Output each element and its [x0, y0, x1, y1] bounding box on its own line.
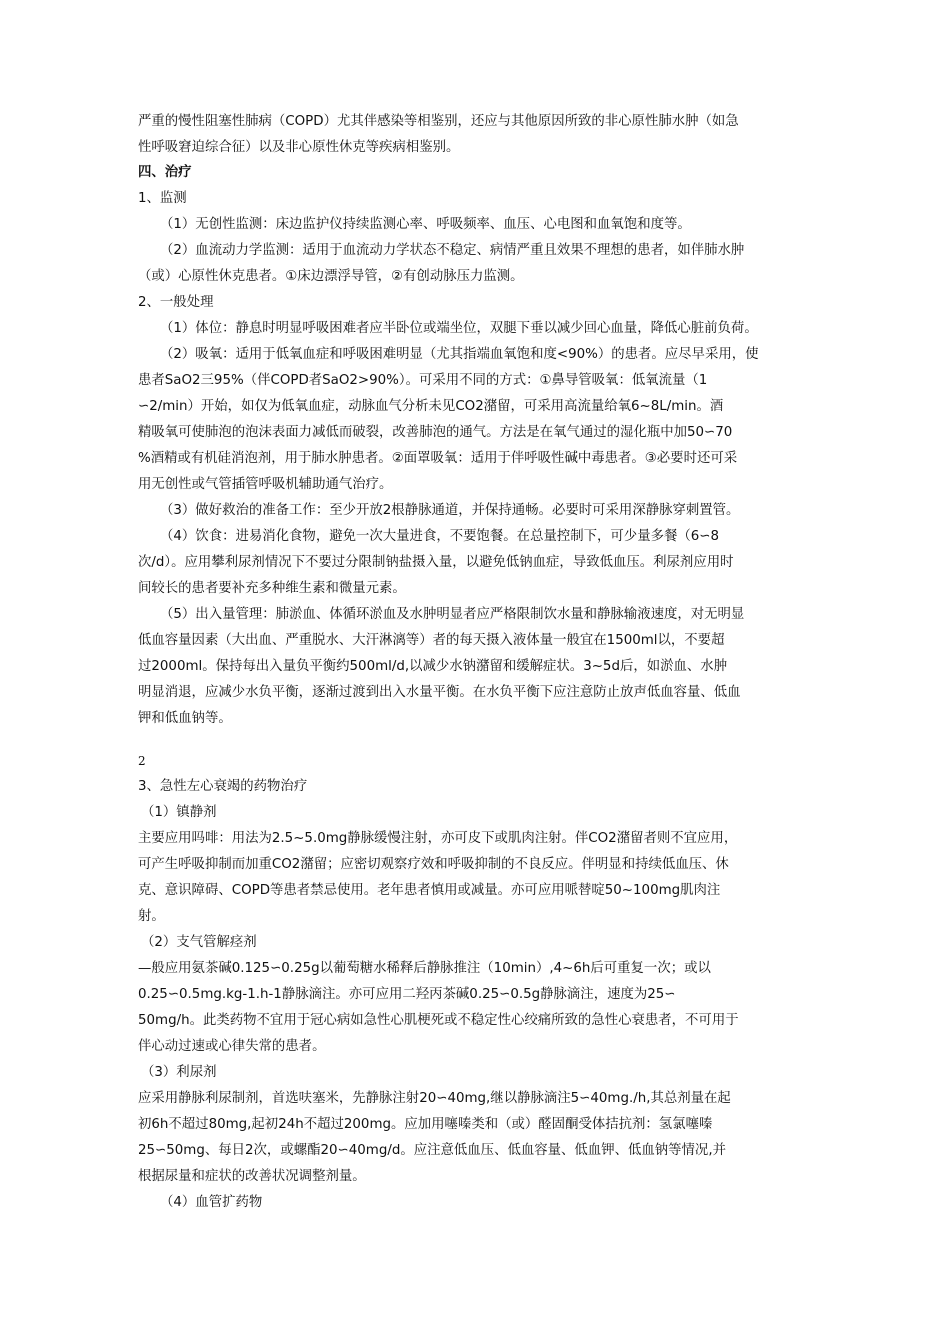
text-line: （3）利尿剂: [141, 1065, 217, 1080]
subheading-monitoring: 1、监测: [138, 191, 187, 206]
text-line: 严重的慢性阻塞性肺病（COPD）尤其伴感染等相鉴别，还应与其他原因所致的非心原性肺水肿（如急: [138, 114, 739, 129]
subheading-general-care: 2、一般处理: [138, 295, 214, 310]
text-line: （4）饮食：进易消化食物，避免一次大量进食，不要饱餐。在总量控制下，可少量多餐（6∽8: [160, 529, 720, 544]
text-line: 明显消退，应减少水负平衡，逐渐过渡到出入水量平衡。在水负平衡下应注意防止放声低血容量、低血: [138, 685, 741, 700]
text-line: 射。: [138, 909, 165, 924]
text-line: （3）做好救治的准备工作：至少开放2根静脉通道，并保持通畅。必要时可采用深静脉穿刺置管。: [160, 503, 740, 518]
text-line: （或）心原性休克患者。①床边漂浮导管，②有创动脉压力监测。: [138, 269, 524, 284]
subheading-drug-therapy: 3、急性左心衰竭的药物治疗: [138, 779, 308, 794]
page-number: 2: [138, 754, 146, 768]
text-line: （1）镇静剂: [141, 805, 217, 820]
text-line: 钾和低血钠等。: [138, 711, 232, 726]
text-line: 间较长的患者要补充多种维生素和微量元素。: [138, 581, 406, 596]
text-line: 主要应用吗啡：用法为2.5~5.0mg静脉缓慢注射，亦可皮下或肌肉注射。伴CO2潴留者则不宜应用，: [138, 831, 738, 846]
text-line: 次/d）。应用攀利尿剂情况下不要过分限制钠盐摄入量，以避免低钠血症，导致低血压。利尿剂应用时: [138, 555, 734, 570]
text-line: 可产生呼吸抑制而加重CO2潴留；应密切观察疗效和呼吸抑制的不良反应。伴明显和持续低血压、休: [138, 857, 729, 872]
text-line: 根据尿量和症状的改善状况调整剂量。: [138, 1169, 366, 1184]
text-line: 应采用静脉利尿制剂，首选呋塞米，先静脉注射20∽40mg,继以静脉滴注5∽40mg./h,其总剂量在起: [138, 1091, 731, 1106]
text-line: 低血容量因素（大出血、严重脱水、大汗淋漓等）者的每天摄入液体量一般宜在1500ml以，不要超: [138, 633, 725, 648]
text-line: 初6h不超过80mg,起初24h不超过200mg。应加用噻嗪类和（或）醛固酮受体拮抗剂：氢氯噻嗪: [138, 1117, 713, 1132]
text-line: 用无创性或气管插管呼吸机辅助通气治疗。: [138, 477, 393, 492]
text-line: 克、意识障碍、COPD等患者禁忌使用。老年患者慎用或减量。亦可应用哌替啶50~100mg肌肉注: [138, 883, 721, 898]
text-line: 精吸氧可使肺泡的泡沫表面力减低而破裂，改善肺泡的通气。方法是在氧气通过的湿化瓶中加50∽70: [138, 425, 733, 440]
text-line: （1）体位：静息时明显呼吸困难者应半卧位或端坐位，双腿下垂以减少回心血量，降低心脏前负荷。: [160, 321, 758, 336]
text-line: （2）血流动力学监测：适用于血流动力学状态不稳定、病情严重且效果不理想的患者，如伴肺水肿: [160, 243, 745, 258]
text-line: （1）无创性监测：床边监护仪持续监测心率、呼吸频率、血压、心电图和血氧饱和度等。: [160, 217, 691, 232]
text-line: （4）血管扩药物: [160, 1195, 263, 1210]
text-line: 过2000ml。保持每出入量负平衡约500ml/d,以减少水钠潴留和缓解症状。3~5d后，如淤血、水肿: [138, 659, 728, 674]
text-line: （2）吸氧：适用于低氧血症和呼吸困难明显（尤其指端血氧饱和度<90%）的患者。应尽早采用，使: [160, 347, 759, 362]
text-line: 0.25∽0.5mg.kg-1.h-1静脉滴注。亦可应用二羟丙茶碱0.25∽0.5g静脉滴注，速度为25∽: [138, 987, 676, 1002]
text-line: 25∽50mg、每日2次，或螺酯20∽40mg/d。应注意低血压、低血容量、低血钾、低血钠等情况,并: [138, 1143, 726, 1158]
text-line: —般应用氨茶碱0.125∽0.25g以葡萄糖水稀释后静脉推注（10min）,4~6h后可重复一次；或以: [138, 961, 711, 976]
section-heading-treatment: 四、治疗: [138, 165, 192, 180]
text-line: 患者SaO2三95%（伴COPD者SaO2>90%）。可采用不同的方式：①鼻导管吸氧：低氧流量（1: [138, 373, 708, 388]
text-line: 性呼吸窘迫综合征）以及非心原性休克等疾病相鉴别。: [138, 140, 460, 155]
text-line: 50mg/h。此类药物不宜用于冠心病如急性心肌梗死或不稳定性心绞痛所致的急性心衰患者，不可用于: [138, 1013, 739, 1028]
text-line: %酒精或有机硅消泡剂，用于肺水肿患者。②面罩吸氧：适用于伴呼吸性碱中毒患者。③必要时还可采: [138, 451, 738, 466]
text-line: ∽2/min）开始，如仅为低氧血症，动脉血气分析未见CO2潴留，可采用高流量给氧6~8L/min。酒: [138, 399, 724, 414]
text-line: （2）支气管解痉剂: [141, 935, 257, 950]
text-line: 伴心动过速或心律失常的患者。: [138, 1039, 326, 1054]
text-line: （5）出入量管理：肺淤血、体循环淤血及水肿明显者应严格限制饮水量和静脉输液速度，对无明显: [160, 607, 745, 622]
